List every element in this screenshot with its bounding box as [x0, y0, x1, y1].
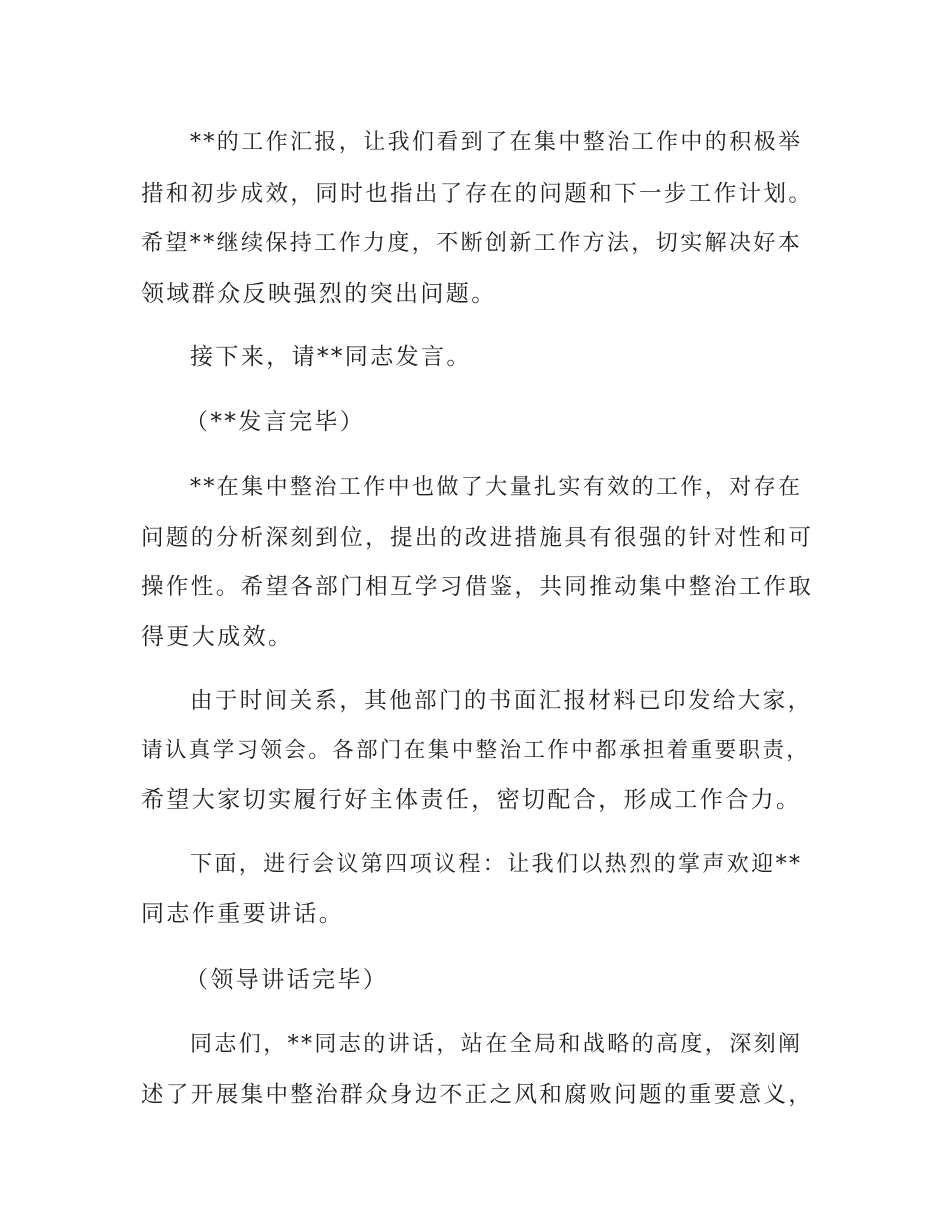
paragraph-3-line-3: 操作性。希望各部门相互学习借鉴，共同推动集中整治工作取 [141, 574, 814, 600]
paragraph-2-line-1: 接下来，请**同志发言。 [190, 344, 472, 370]
paragraph-5-line-1: 下面，进行会议第四项议程：让我们以热烈的掌声欢迎** [190, 852, 803, 877]
paragraph-4-line-1: 由于时间关系，其他部门的书面汇报材料已印发给大家， [190, 688, 813, 714]
paragraph-1-line-4: 领域群众反映强烈的突出问题。 [141, 281, 497, 307]
paragraph-4-line-3: 希望大家切实履行好主体责任，密切配合，形成工作合力。 [141, 787, 802, 813]
paragraph-6-line-2: 述了开展集中整治群众身边不正之风和腐败问题的重要意义， [141, 1082, 814, 1108]
paragraph-1-line-2: 措和初步成效，同时也指出了存在的问题和下一步工作计划。 [141, 181, 814, 207]
parenthetical-note-2: （领导讲话完毕） [185, 967, 389, 993]
paragraph-1-line-1: **的工作汇报，让我们看到了在集中整治工作中的积极举 [190, 130, 803, 155]
paragraph-6-line-1: 同志们，**同志的讲话，站在全局和战略的高度，深刻阐 [190, 1032, 803, 1057]
paragraph-5-line-2: 同志作重要讲话。 [141, 901, 345, 927]
paragraph-3-line-1: **在集中整治工作中也做了大量扎实有效的工作，对存在 [190, 475, 803, 500]
paragraph-3-line-4: 得更大成效。 [141, 624, 294, 650]
paragraph-3-line-2: 问题的分析深刻到位，提出的改进措施具有很强的针对性和可 [141, 525, 814, 551]
paragraph-4-line-2: 请认真学习领会。各部门在集中整治工作中都承担着重要职责， [141, 738, 811, 763]
parenthetical-note-1: （**发言完毕） [185, 409, 366, 435]
paragraph-1-line-3: 希望**继续保持工作力度，不断创新工作方法，切实解决好本 [141, 231, 803, 256]
